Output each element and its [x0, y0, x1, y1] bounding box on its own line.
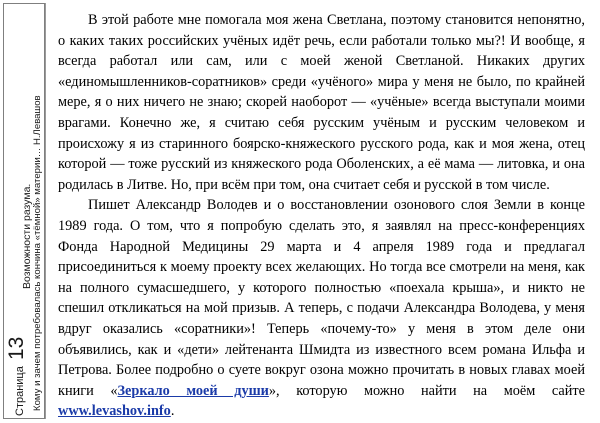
page-label: Страница	[14, 366, 26, 416]
sidebar-divider	[45, 3, 46, 419]
paragraph-2-middle: », которую можно найти на моём сайте	[268, 382, 585, 399]
sidebar-title: Возможности разума.	[21, 183, 33, 289]
sidebar-subtitle: Кому и зачем потребовалась кончина «тёмной» материи… Н.Левашов	[32, 95, 43, 411]
paragraph-2	[58, 195, 585, 422]
page-number: 13	[5, 336, 28, 360]
site-link[interactable]: www.levashov.info	[58, 403, 171, 420]
page-body	[58, 10, 585, 422]
book-link[interactable]: Зеркало моей души	[117, 382, 269, 399]
paragraph-2-end: .	[170, 403, 175, 420]
paragraph-1: В этой работе мне помогала моя жена Светлана, поэтому становится непонятно, о каких таких российских учёных идёт речь, если работали только мы?! И вообще, я всегда работал или сам, или с моей женой Светланой. Никаких других «единомышленников-соратников» среди «учёного» мира у меня не было, по крайней мере, я о них ничего не знаю; скорей наоборот — «учёные» всегда выступали моими врагами. Конечно же, я считаю себя русским учёным и русским человеком и происхожу я из старинного боярско-княжеского русского рода, как и моя жена, отец которой — тоже русский из княжеского рода Оболенских, а её мама — литовка, и она родилась в Литве. Но, при всём при том, она считает себя и русской в том числе.	[58, 12, 585, 193]
paragraph-2-text: Пишет Александр Володев и о восстановлении озонового слоя Земли в конце 1989 года. О том, что я попробую сделать это, я заявлял на пресс-конференциях Фонда Народной Медицины 29 марта и 4 апреля 1989 года и предлагал присоединиться к моему проекту всех желающих. Но тогда все смотрели на меня, как на полного сумасшедшего, у которого полностью «поехала крыша», и никто не спешил откликаться на мой призыв. А теперь, с подачи Александра Володева, у меня вдруг оказались «соратники»! Теперь «почему-то» у меня в этом деле они объявились, как и «дети» лейтенанта Шмидта из известного всем романа Ильфа и Петрова. Более подробно о суете вокруг озона можно прочитать в новых главах моей книги «	[58, 197, 585, 399]
